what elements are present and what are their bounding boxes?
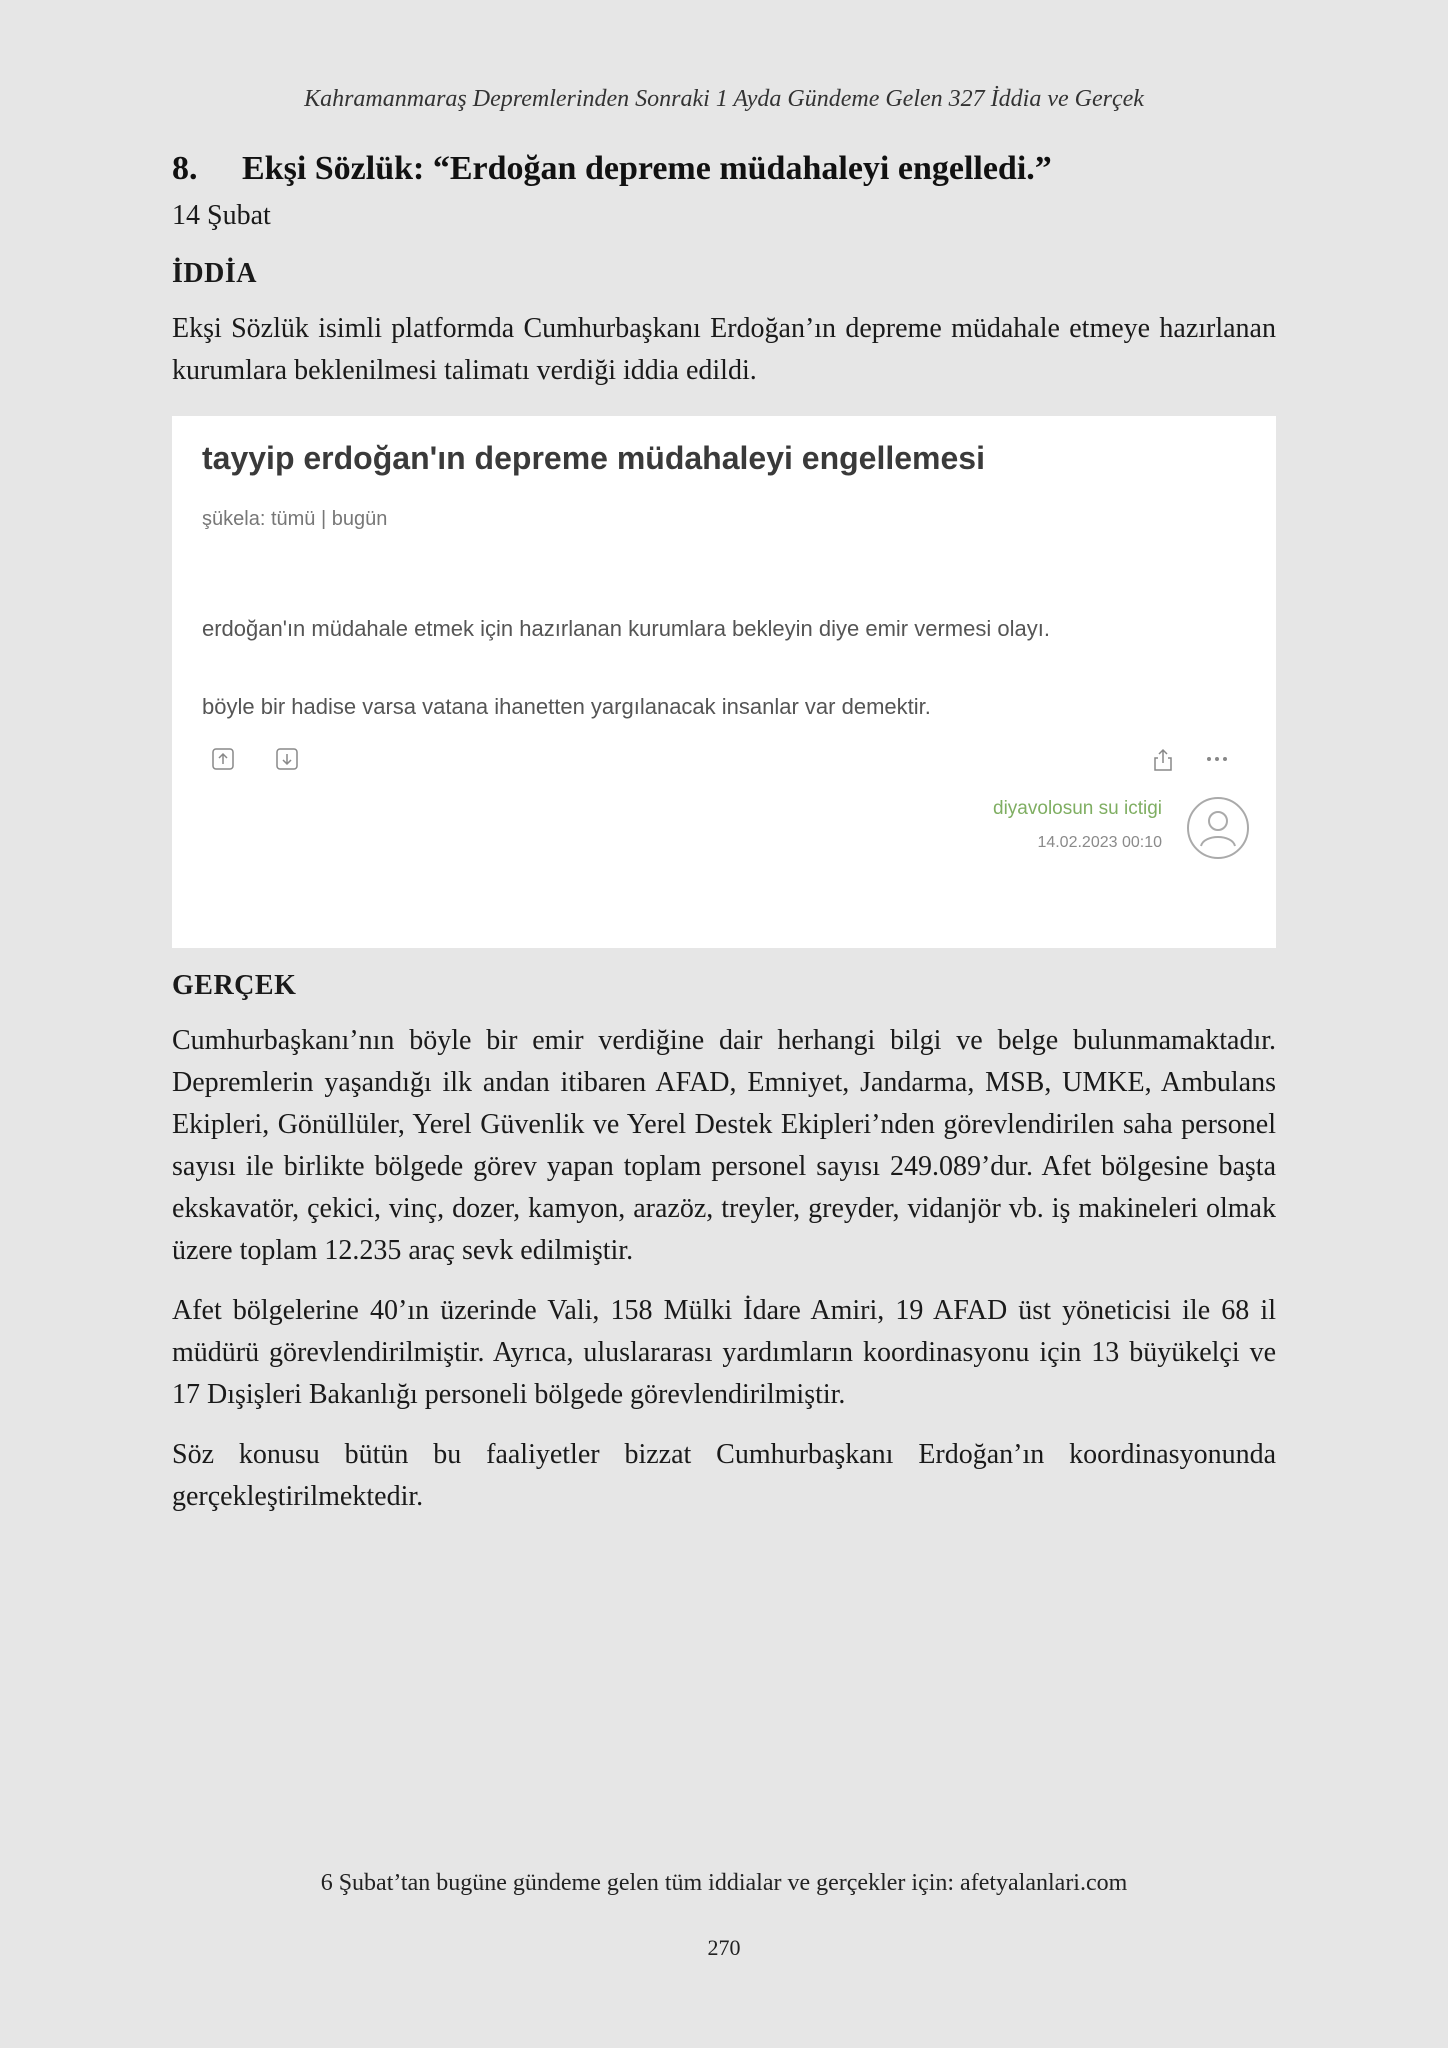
fact-paragraph-3: Söz konusu bütün bu faaliyetler bizzat Cumhurbaşkanı Erdoğan’ın koordinasyonunda gerçekleştirilmektedir. xyxy=(172,1439,1276,1512)
filter-today-link: bugün xyxy=(331,508,388,530)
page-content xyxy=(172,150,1276,1518)
downvote-icon xyxy=(276,748,298,770)
section-number: 8. xyxy=(172,150,198,187)
fact-heading: GERÇEK xyxy=(172,970,297,1001)
fact-paragraph-1: Cumhurbaşkanı’nın böyle bir emir verdiğine dair herhangi bilgi ve belge bulunmamaktadır. Depremlerin yaşandığı ilk andan itibaren AFAD, Emniyet, Jandarma, MSB, UMKE, Ambulans Ekipleri, Gönüllüler, Yerel Güvenlik ve Yerel Destek Ekipleri’nden görevlendirilen saha personel sayısı ile birlikte bölgede görev yapan toplam personel sayısı 249.089’dur. Afet bölgesine başta ekskavatör, çekici, vinç, dozer, kamyon, arazöz, treyler, greyder, vidanjör vb. iş makineleri olmak üzere toplam 12.235 araç sevk edilmiştir. xyxy=(172,1025,1276,1266)
filter-label: şükela: xyxy=(202,508,266,530)
claim-heading: İDDİA xyxy=(172,258,257,289)
section-date: 14 Şubat xyxy=(172,200,271,231)
entry-text-line-2: böyle bir hadise varsa vatana ihanetten yargılanacak insanlar var demektir. xyxy=(202,694,931,719)
section-title: Ekşi Sözlük: “Erdoğan depreme müdahaleyi engelledi.” xyxy=(242,150,1052,187)
entry-filter xyxy=(202,508,387,531)
share-icon xyxy=(1152,748,1174,770)
page-number: 270 xyxy=(707,1935,741,1960)
fact-paragraph-2: Afet bölgelerine 40’ın üzerinde Vali, 158 Mülki İdare Amiri, 19 AFAD üst yöneticisi ile 68 il müdürü görevlendirilmiştir. Ayrıca, uluslararası yardımların koordinasyonu için 13 büyükelçi ve 17 Dışişleri Bakanlığı personeli bölgede görevlendirilmiştir. xyxy=(172,1295,1276,1410)
eksi-sozluk-screenshot xyxy=(172,416,1276,948)
claim-text: Ekşi Sözlük isimli platformda Cumhurbaşkanı Erdoğan’ın depreme müdahale etmeye hazırlanan kurumlara beklenilmesi talimatı verdiği iddia edildi. xyxy=(172,313,1276,386)
footer-text: 6 Şubat’tan bugüne gündeme gelen tüm iddialar ve gerçekler için: afetyalanlari.com xyxy=(320,1870,1128,1896)
section-heading xyxy=(172,150,1276,188)
entry-timestamp: 14.02.2023 00:10 xyxy=(1037,834,1162,851)
entry-topic-title: tayyip erdoğan'ın depreme müdahaleyi engellemesi xyxy=(202,440,985,476)
running-header: Kahramanmaraş Depremlerinden Sonraki 1 Ayda Gündeme Gelen 327 İddia ve Gerçek xyxy=(304,86,1144,112)
entry-author: diyavolosun su ictigi xyxy=(993,798,1162,819)
filter-all-link: tümü xyxy=(270,508,316,530)
entry-text-line-1: erdoğan'ın müdahale etmek için hazırlanan kurumlara bekleyin diye emir vermesi olayı. xyxy=(202,616,1050,641)
filter-separator: | xyxy=(320,508,327,530)
more-icon xyxy=(1204,748,1230,770)
upvote-icon xyxy=(212,748,234,770)
avatar-icon xyxy=(1186,796,1250,860)
